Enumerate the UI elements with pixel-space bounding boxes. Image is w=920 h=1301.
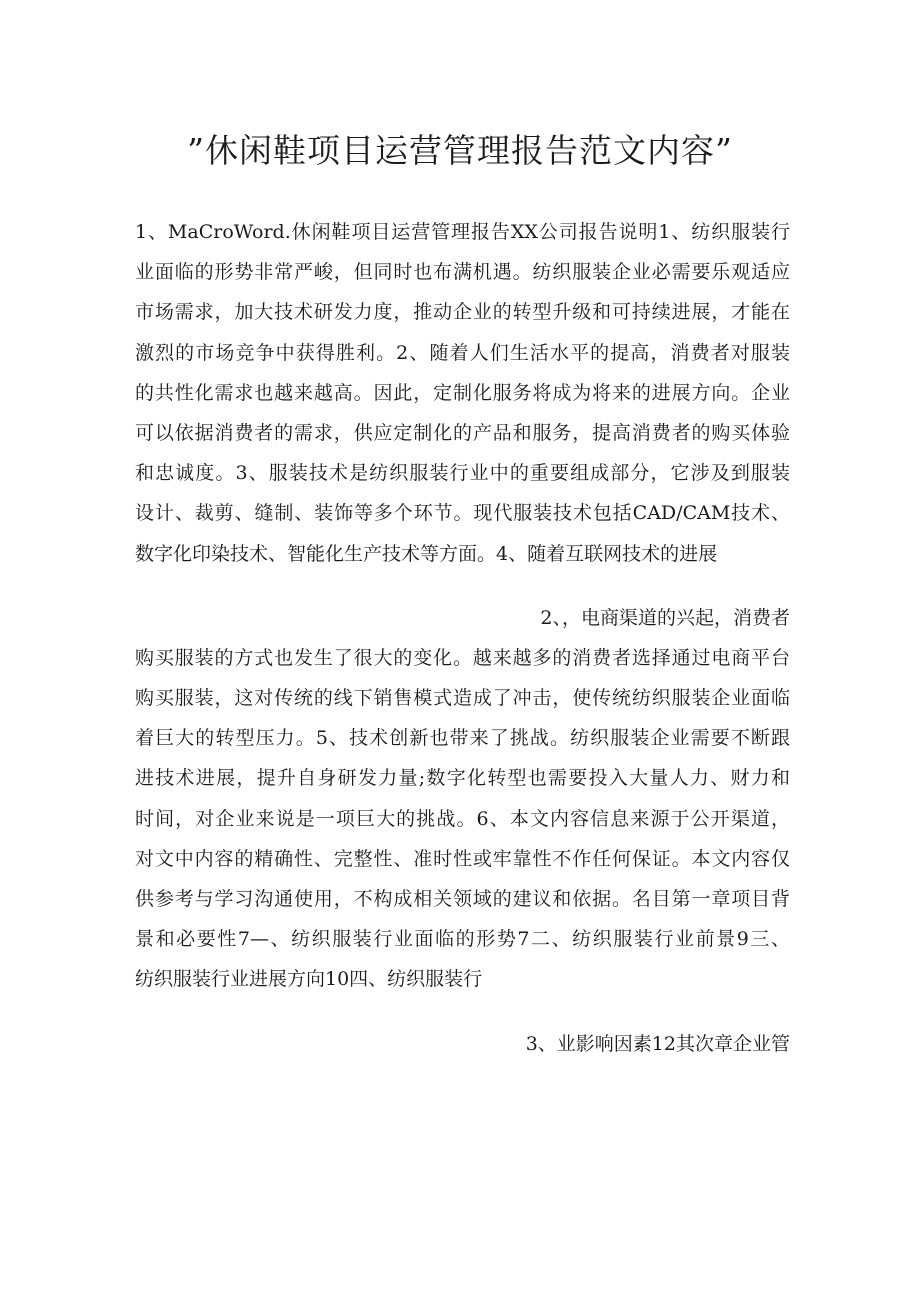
document-title: ”休闲鞋项目运营管理报告范文内容”: [187, 131, 733, 170]
body-line-2: 业面临的形势非常严峻，但同时也布满机遇。纺织服装企业必需要乐观适应: [135, 261, 790, 284]
body-line-13: 着巨大的转型压力。5、技术创新也带来了挑战。纺织服装企业需要不断跟: [135, 727, 790, 750]
document-body: [135, 212, 790, 1064]
body-line-15: 时间，对企业来说是一项巨大的挑战。6、本文内容信息来源于公开渠道，: [135, 807, 790, 830]
body-line-17: 供参考与学习沟通使用，不构成相关领域的建议和依据。名目第一章项目背: [135, 888, 790, 910]
body-line-6: 可以依据消费者的需求，供应定制化的产品和服务，提高消费者的购买体验: [135, 421, 790, 444]
body-line-4: 激烈的市场竞争中获得胜利。2、随着人们生活水平的提高，消费者对服装: [135, 341, 790, 364]
body-line-3: 市场需求，加大技术研发力度，推动企业的转型升级和可持续进展，才能在: [135, 301, 790, 324]
body-line-5: 的共性化需求也越来越高。因此，定制化服务将成为将来的进展方向。企业: [135, 381, 790, 404]
body-line-1: 1、MaCroWord.休闲鞋项目运营管理报告XX公司报告说明1、纺织服装行: [135, 221, 790, 243]
body-line-19: 纺织服装行业进展方向10四、纺织服装行: [135, 968, 483, 991]
body-line-18: 景和必要性7—、纺织服装行业面临的形势7二、纺织服装行业前景9三、: [135, 928, 790, 951]
body-line-7: 和忠诚度。3、服装技术是纺织服装行业中的重要组成部分，它涉及到服装: [135, 462, 790, 485]
body-line-9: 数字化印染技术、智能化生产技术等方面。4、随着互联网技术的进展: [135, 542, 718, 565]
body-line-8: 设计、裁剪、缝制、装饰等多个环节。现代服装技术包括CAD/CAM技术、: [135, 502, 790, 525]
body-line-14: 进技术进展，提升自身研发力量;数字化转型也需要投入大量人力、财力和: [135, 767, 790, 790]
body-line-16: 对文中内容的精确性、完整性、准时性或牢靠性不作任何保证。本文内容仅: [135, 847, 790, 870]
body-line-12: 购买服装，这对传统的线下销售模式造成了冲击，使传统纺织服装企业面临: [135, 687, 790, 710]
body-line-11: 购买服装的方式也发生了很大的变化。越来越多的消费者选择通过电商平台: [135, 646, 790, 669]
body-line-20: 3、业影响因素12其次章企业管: [525, 1032, 790, 1055]
body-line-10: 2、，电商渠道的兴起，消费者: [540, 606, 790, 629]
